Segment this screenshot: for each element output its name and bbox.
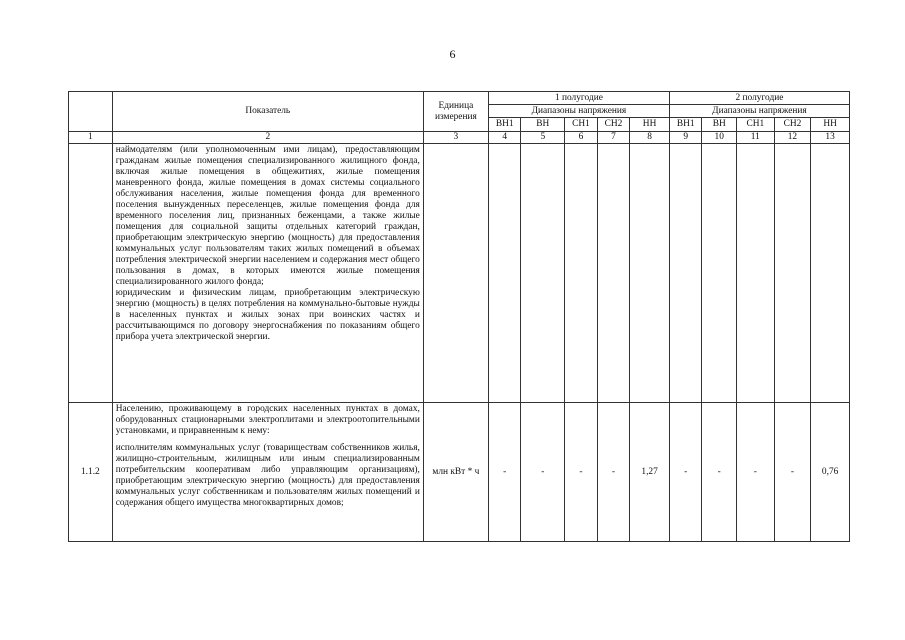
column-number: 1	[69, 132, 113, 144]
header-half2: 2 полугодие	[669, 92, 849, 105]
value-cell	[669, 144, 702, 403]
value-cell	[521, 144, 565, 403]
value-cell	[811, 144, 850, 403]
row-id	[69, 144, 113, 403]
header-corner	[69, 92, 113, 132]
value-cell: 1,27	[630, 403, 670, 542]
column-number: 6	[565, 132, 598, 144]
header-level: НН	[811, 118, 850, 132]
value-cell: 0,76	[811, 403, 850, 542]
value-cell: -	[669, 403, 702, 542]
row-unit: млн кВт * ч	[423, 403, 488, 542]
value-cell	[774, 144, 811, 403]
row-unit	[423, 144, 488, 403]
header-voltage-ranges-1: Диапазоны напряжения	[488, 105, 669, 118]
header-level: ВН	[702, 118, 737, 132]
column-number: 11	[737, 132, 775, 144]
row-paragraph: наймодателям (или уполномоченным ими лицам), предоставляющим гражданам жилые помещения специализированного жилищного фонда, включая жилые помещения в общежитиях, жилые помещения маневренного фонда, жилые помещения в домах системы социального обслуживания населения, жилые помещения фонда для временного поселения вынужденных переселенцев, жилые помещения фонда для временного поселения лиц, признанных беженцами, а также жилые помещения для социальной защиты отдельных категорий граждан, приобретающим электрическую энергию (мощность) для предоставления коммунальных услуг пользователям таких жилых помещений в объемах потребления электрической энергии населением и содержания мест общего пользования в домах, в которых имеются жилые помещения специализированного жилого фонда;	[115, 145, 420, 287]
value-cell	[597, 144, 630, 403]
header-unit: Единица измерения	[423, 92, 488, 132]
header-level: СН1	[565, 118, 598, 132]
column-number: 4	[488, 132, 521, 144]
column-number: 5	[521, 132, 565, 144]
value-cell: -	[774, 403, 811, 542]
header-level: СН2	[597, 118, 630, 132]
tariff-table	[68, 91, 850, 542]
header-level: НН	[630, 118, 670, 132]
row-id: 1.1.2	[69, 403, 113, 542]
value-cell: -	[521, 403, 565, 542]
column-number: 12	[774, 132, 811, 144]
column-number: 3	[423, 132, 488, 144]
page-number: 6	[449, 47, 456, 61]
header-level: ВН1	[488, 118, 521, 132]
header-indicator: Показатель	[112, 92, 423, 132]
column-number: 8	[630, 132, 670, 144]
value-cell	[488, 144, 521, 403]
table-row	[69, 403, 850, 542]
value-cell	[737, 144, 775, 403]
value-cell: -	[737, 403, 775, 542]
row-paragraph: исполнителям коммунальных услуг (товариществам собственников жилья, жилищно-строительным, жилищным или иным специализированным потребительским кооперативам либо управляющим организациям), приобретающим электрическую энергию (мощность) для предоставления коммунальных услуг собственникам и пользователям жилых помещений и содержания общего имущества многоквартирных домов;	[115, 443, 420, 508]
value-cell: -	[597, 403, 630, 542]
value-cell: -	[488, 403, 521, 542]
row-paragraph: юридическим и физическим лицам, приобретающим электрическую энергию (мощность) в целях потребления на коммунально-бытовые нужды в населенных пунктах и жилых зонах при воинских частях и рассчитывающимся по договору энергоснабжения по показаниям общего прибора учета электрической энергии.	[115, 288, 420, 342]
header-half1: 1 полугодие	[488, 92, 669, 105]
value-cell	[702, 144, 737, 403]
value-cell	[630, 144, 670, 403]
row-description	[112, 144, 423, 403]
header-level: ВН	[521, 118, 565, 132]
table-row	[69, 144, 850, 403]
value-cell	[565, 144, 598, 403]
column-number: 9	[669, 132, 702, 144]
value-cell: -	[565, 403, 598, 542]
column-number: 2	[112, 132, 423, 144]
column-number: 13	[811, 132, 850, 144]
header-level: СН1	[737, 118, 775, 132]
header-voltage-ranges-2: Диапазоны напряжения	[669, 105, 849, 118]
column-number: 10	[702, 132, 737, 144]
header-level: ВН1	[669, 118, 702, 132]
value-cell: -	[702, 403, 737, 542]
header-level: СН2	[774, 118, 811, 132]
row-description	[112, 403, 423, 542]
row-paragraph: Населению, проживающему в городских населенных пунктах в домах, оборудованных стационарными электроплитами и электроотопительными установками, и приравненным к нему:	[115, 404, 420, 436]
column-number: 7	[597, 132, 630, 144]
